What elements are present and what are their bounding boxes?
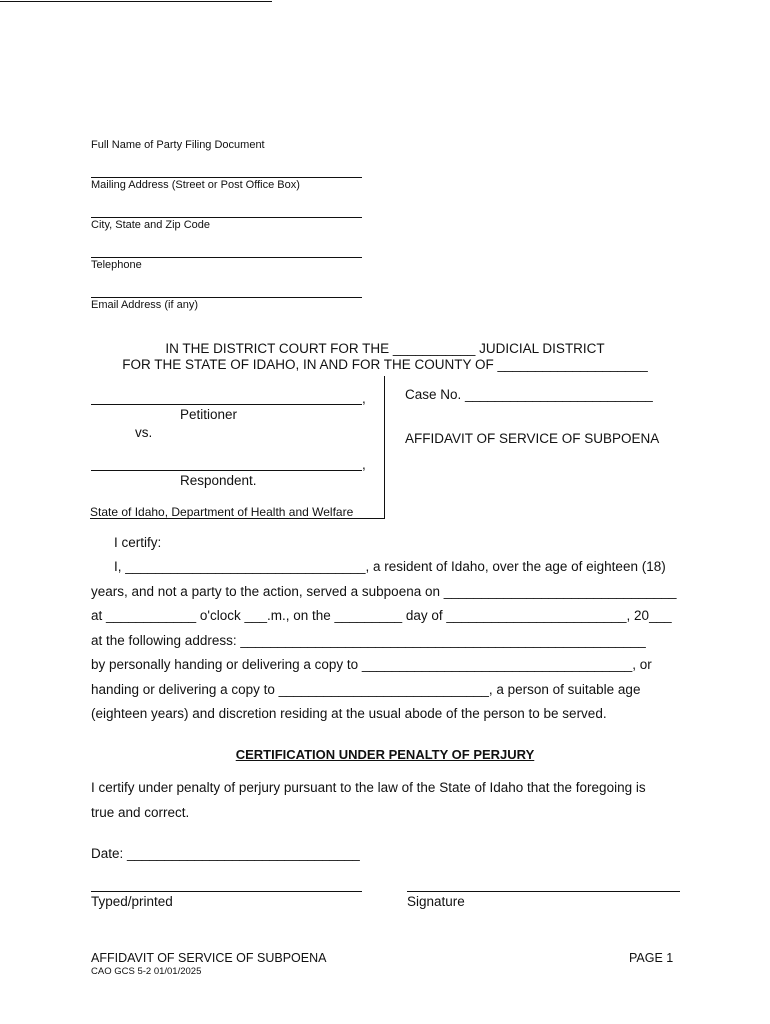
typed-label: Typed/printed bbox=[91, 894, 173, 909]
body-line-5: by personally handing or delivering a copy to ____________________________________, or bbox=[91, 657, 652, 672]
date-field[interactable]: Date: _______________________________ bbox=[91, 846, 360, 861]
certify-intro: I certify: bbox=[114, 535, 162, 550]
caption-bottom-line bbox=[90, 518, 384, 519]
email-label: Email Address (if any) bbox=[91, 299, 198, 311]
email-line[interactable] bbox=[91, 297, 362, 298]
petitioner-line[interactable] bbox=[91, 404, 362, 405]
certification-text-1: I certify under penalty of perjury pursuant to the law of the State of Idaho that the foregoing is bbox=[91, 780, 646, 795]
respondent-comma: , bbox=[362, 457, 366, 472]
mailing-label: Mailing Address (Street or Post Office Box) bbox=[91, 179, 300, 191]
mailing-line[interactable] bbox=[91, 177, 362, 178]
typed-line[interactable] bbox=[91, 891, 362, 892]
certification-heading: CERTIFICATION UNDER PENALTY OF PERJURY bbox=[235, 747, 535, 762]
footer-page: PAGE 1 bbox=[629, 951, 674, 965]
body-line-1: I, ________________________________, a resident of Idaho, over the age of eighteen (18) bbox=[114, 559, 666, 574]
telephone-label: Telephone bbox=[91, 259, 142, 271]
petitioner-comma: , bbox=[362, 391, 366, 406]
body-line-3: at ____________ o'clock ___.m., on the _________ day of ________________________, 20___ bbox=[91, 608, 672, 623]
city-line[interactable] bbox=[91, 217, 362, 218]
case-number[interactable]: Case No. _________________________ bbox=[405, 387, 653, 402]
footer-code: CAO GCS 5-2 01/01/2025 bbox=[91, 966, 202, 977]
city-label: City, State and Zip Code bbox=[91, 219, 211, 231]
court-line-1: IN THE DISTRICT COURT FOR THE ___________ JUDICIAL DISTRICT bbox=[165, 341, 605, 356]
certification-text-2: true and correct. bbox=[91, 805, 190, 820]
telephone-line[interactable] bbox=[91, 257, 362, 258]
respondent-label: Respondent. bbox=[180, 473, 257, 488]
document-title: AFFIDAVIT OF SERVICE OF SUBPOENA bbox=[405, 431, 660, 446]
footer-title: AFFIDAVIT OF SERVICE OF SUBPOENA bbox=[91, 951, 327, 965]
full-name-label: Full Name of Party Filing Document bbox=[91, 139, 265, 151]
top-rule bbox=[0, 1, 272, 2]
state-party-label: State of Idaho, Department of Health and Welfare bbox=[90, 505, 354, 519]
vs-label: vs. bbox=[135, 425, 153, 440]
court-line-2: FOR THE STATE OF IDAHO, IN AND FOR THE COUNTY OF ____________________ bbox=[122, 357, 648, 372]
body-line-4: at the following address: ______________________________________________________ bbox=[91, 633, 646, 648]
body-line-2: years, and not a party to the action, served a subpoena on _______________________________ bbox=[91, 584, 677, 599]
signature-label: Signature bbox=[407, 894, 465, 909]
body-line-7: (eighteen years) and discretion residing at the usual abode of the person to be served. bbox=[91, 706, 607, 721]
petitioner-label: Petitioner bbox=[180, 407, 238, 422]
respondent-line[interactable] bbox=[91, 470, 362, 471]
signature-line[interactable] bbox=[407, 891, 680, 892]
body-line-6: handing or delivering a copy to ____________________________, a person of suitable age bbox=[91, 682, 641, 697]
caption-divider bbox=[384, 376, 385, 519]
